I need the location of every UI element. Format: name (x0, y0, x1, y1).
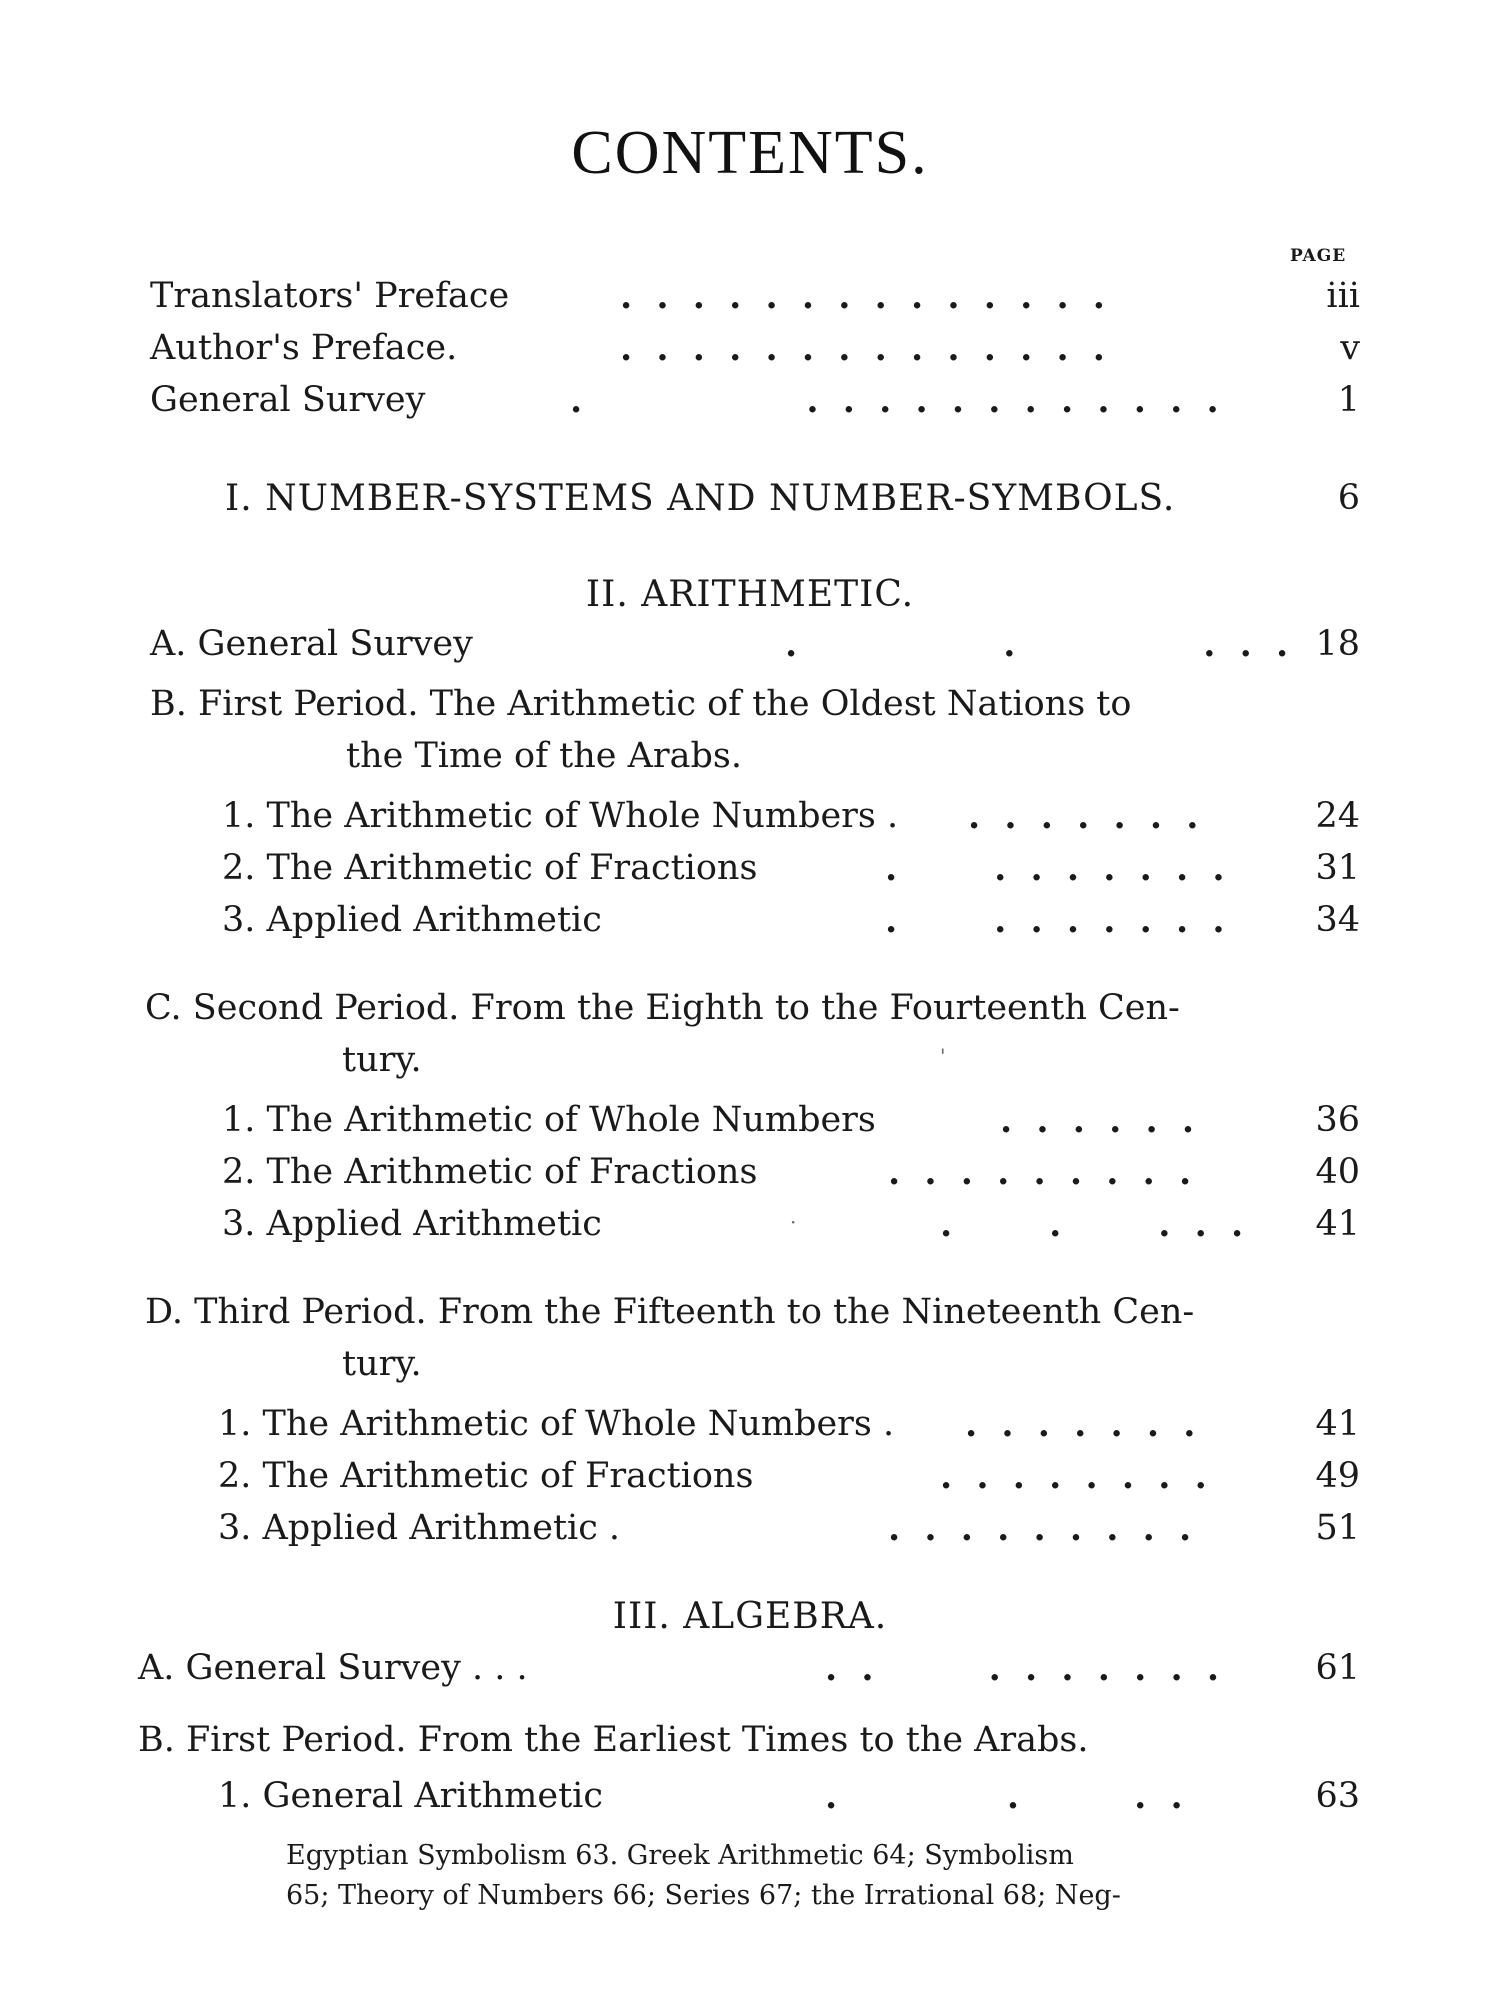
leader-dots: . . . . . . . . (885, 900, 1231, 941)
page-number: 61 (1315, 1648, 1360, 1688)
toc-entry-general-survey: General Survey (150, 380, 426, 420)
page-number: 6 (1337, 478, 1360, 518)
page-number: v (1340, 328, 1360, 368)
toc-entry-third-period: D. Third Period. From the Fifteenth to the Nineteenth Cen- (145, 1292, 1195, 1332)
page-number: 49 (1315, 1456, 1360, 1496)
toc-note-line: 65; Theory of Numbers 66; Series 67; the Irrational 68; Neg- (286, 1880, 1121, 1911)
page-title: CONTENTS. (571, 119, 929, 187)
toc-entry-translators-preface: Translators' Preface (150, 276, 510, 316)
leader-dots: . . . . . . . . . (825, 1648, 1226, 1689)
page-number: iii (1326, 276, 1360, 316)
toc-entry-continuation: tury. (342, 1344, 422, 1384)
print-speck: · (790, 1210, 797, 1234)
toc-entry-continuation: tury. (342, 1040, 422, 1080)
leader-dots: . . . . . . . . . . . . . . (620, 276, 1111, 317)
page-number: 1 (1337, 380, 1360, 420)
page-number: 63 (1315, 1776, 1360, 1816)
toc-subentry: 3. Applied Arithmetic . (218, 1508, 621, 1548)
leader-dots: . . . . . . . . . . . . . (570, 380, 1225, 421)
toc-subentry: 1. The Arithmetic of Whole Numbers . (218, 1404, 895, 1444)
toc-subentry: 2. The Arithmetic of Fractions (218, 1456, 754, 1496)
page-number: 18 (1315, 624, 1360, 664)
page-column-header: PAGE (1290, 246, 1347, 266)
toc-subentry: 2. The Arithmetic of Fractions (222, 1152, 758, 1192)
leader-dots: . . . . . . (1000, 1100, 1201, 1141)
toc-entry-continuation: the Time of the Arabs. (346, 736, 742, 776)
toc-subentry: 1. The Arithmetic of Whole Numbers (222, 1100, 876, 1140)
page-number: 31 (1315, 848, 1360, 888)
leader-dots: . . . . . (940, 1204, 1250, 1245)
leader-dots: . . . . . . . . (940, 1456, 1213, 1497)
leader-dots: . . . . . . . (968, 796, 1205, 837)
toc-subentry: 3. Applied Arithmetic (222, 900, 602, 940)
leader-dots: . . . . (825, 1776, 1189, 1817)
leader-dots: . . . . . . . . (885, 848, 1231, 889)
page-number: 41 (1315, 1404, 1360, 1444)
toc-subentry: 1. The Arithmetic of Whole Numbers . (222, 796, 899, 836)
toc-entry-general-survey: A. General Survey . . . (138, 1648, 528, 1688)
toc-subentry: 1. General Arithmetic (218, 1776, 603, 1816)
toc-entry-general-survey: A. General Survey (150, 624, 473, 664)
leader-dots: . . . . . . . . . (888, 1152, 1198, 1193)
section-heading-algebra: III. ALGEBRA. (612, 1596, 888, 1637)
page-number: 41 (1315, 1204, 1360, 1244)
toc-subentry: 3. Applied Arithmetic (222, 1204, 602, 1244)
page-number: 24 (1315, 796, 1360, 836)
toc-entry-authors-preface: Author's Preface. (150, 328, 458, 368)
leader-dots: . . . . . (785, 624, 1295, 665)
toc-note-line: Egyptian Symbolism 63. Greek Arithmetic 64; Symbolism (286, 1840, 1074, 1871)
section-heading-arithmetic: II. ARITHMETIC. (585, 574, 915, 615)
page-number: 34 (1315, 900, 1360, 940)
page-number: 40 (1315, 1152, 1360, 1192)
toc-subentry: 2. The Arithmetic of Fractions (222, 848, 758, 888)
toc-entry-second-period: C. Second Period. From the Eighth to the Fourteenth Cen- (145, 988, 1180, 1028)
page-number: 36 (1315, 1100, 1360, 1140)
toc-entry-first-period: B. First Period. From the Earliest Times to the Arabs. (138, 1720, 1089, 1760)
leader-dots: . . . . . . . . . (888, 1508, 1198, 1549)
print-speck: ' (940, 1044, 946, 1068)
leader-dots: . . . . . . . . . . . . . . (620, 328, 1111, 369)
page-number: 51 (1315, 1508, 1360, 1548)
toc-entry-first-period: B. First Period. The Arithmetic of the Oldest Nations to (150, 684, 1132, 724)
leader-dots: . . . . . . . (965, 1404, 1202, 1445)
toc-part-number-systems: I. NUMBER-SYSTEMS AND NUMBER-SYMBOLS. (225, 478, 1176, 519)
